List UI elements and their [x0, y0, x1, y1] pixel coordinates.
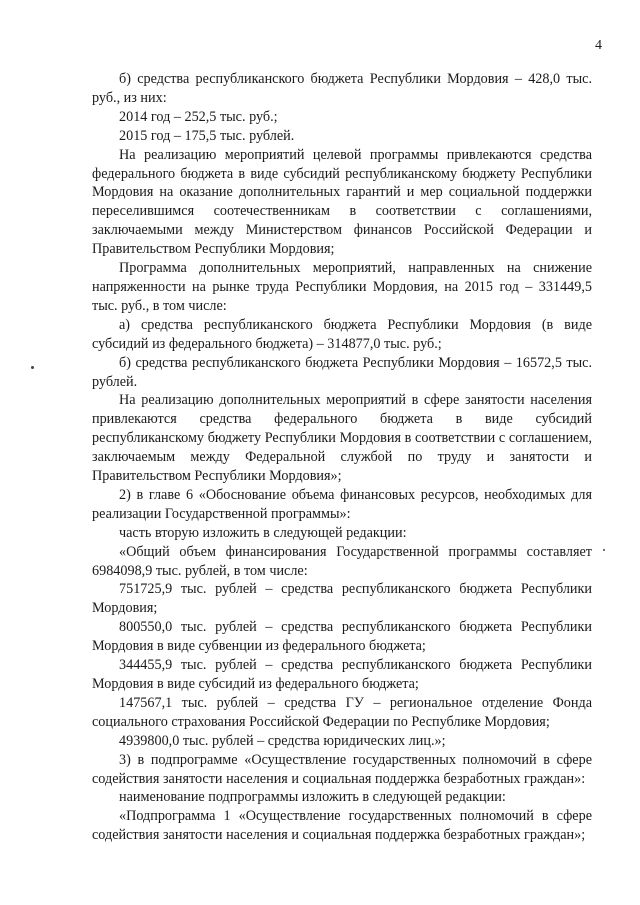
- paragraph-chapter-6: 2) в главе 6 «Обоснование объема финансовых ресурсов, необходимых для реализации Государственной программы»:: [92, 486, 592, 522]
- paragraph-budget-item-b: б) средства республиканского бюджета Республики Мордовия – 428,0 тыс. руб., из них:: [92, 71, 592, 106]
- paragraph-part-two: часть вторую изложить в следующей редакции:: [119, 524, 407, 541]
- paragraph-item-a: а) средства республиканского бюджета Республики Мордовия (в виде субсидий из федерального бюджета) – 314877,0 тыс. руб.;: [92, 316, 592, 352]
- paragraph-funding-line-5: 4939800,0 тыс. рублей – средства юридических лиц.»;: [119, 732, 446, 749]
- paragraph-item-b: б) средства республиканского бюджета Республики Мордовия – 16572,5 тыс. рублей.: [92, 354, 592, 390]
- scan-dot: [31, 366, 34, 369]
- paragraph-federal-subsidies: На реализацию мероприятий целевой программы привлекаются средства федерального бюджета в виде субсидий республиканскому бюджету Республики Мордовия на оказание дополнительных гарантий и мер социальной поддержки переселившимся соотечественникам в соответствии с соглашениями, заключаемыми между Министерством финансов Российской Федерации и Правительством Республики Мордовия;: [92, 146, 592, 258]
- document-body: [92, 70, 592, 845]
- page-number: 4: [595, 38, 602, 53]
- paragraph-subprogram-title: «Подпрограмма 1 «Осуществление государственных полномочий в сфере содействия занятости населения и социальная поддержка безработных граждан»;: [92, 808, 592, 844]
- paragraph-year-2015: 2015 год – 175,5 тыс. рублей.: [119, 127, 295, 144]
- paragraph-employment-funding: На реализацию дополнительных мероприятий в сфере занятости населения привлекаются средства федерального бюджета в виде субсидий республиканскому бюджету Республики Мордовия в соответствии с соглашением, заключаемым между Федеральной службой по труду и занятости и Правительством Республики Мордовия»;: [92, 392, 592, 485]
- paragraph-funding-line-3: 344455,9 тыс. рублей – средства республиканского бюджета Республики Мордовия в виде субсидий из федерального бюджета;: [92, 657, 592, 692]
- paragraph-funding-line-4: 147567,1 тыс. рублей – средства ГУ – региональное отделение Фонда социального страхования Российской Федерации по Республике Мордовия;: [92, 694, 592, 730]
- paragraph-funding-line-2: 800550,0 тыс. рублей – средства республиканского бюджета Республики Мордовия в виде субвенции из федерального бюджета;: [92, 619, 592, 655]
- paragraph-subprogram-name: наименование подпрограммы изложить в следующей редакции:: [119, 789, 506, 806]
- paragraph-year-2014: 2014 год – 252,5 тыс. руб.;: [119, 108, 278, 125]
- paragraph-subprogram-3: 3) в подпрограмме «Осуществление государственных полномочий в сфере содействия занятости населения и социальная поддержка безработных граждан»:: [92, 751, 592, 787]
- paragraph-additional-measures: Программа дополнительных мероприятий, направленных на снижение напряженности на рынке труда Республики Мордовия, на 2015 год – 331449,5 тыс. руб., в том числе:: [92, 260, 592, 314]
- paragraph-funding-line-1: 751725,9 тыс. рублей – средства республиканского бюджета Республики Мордовия;: [92, 581, 592, 617]
- paragraph-total-funding: «Общий объем финансирования Государственной программы составляет 6984098,9 тыс. рублей, в том числе:: [92, 543, 592, 579]
- scan-dot: [603, 549, 605, 551]
